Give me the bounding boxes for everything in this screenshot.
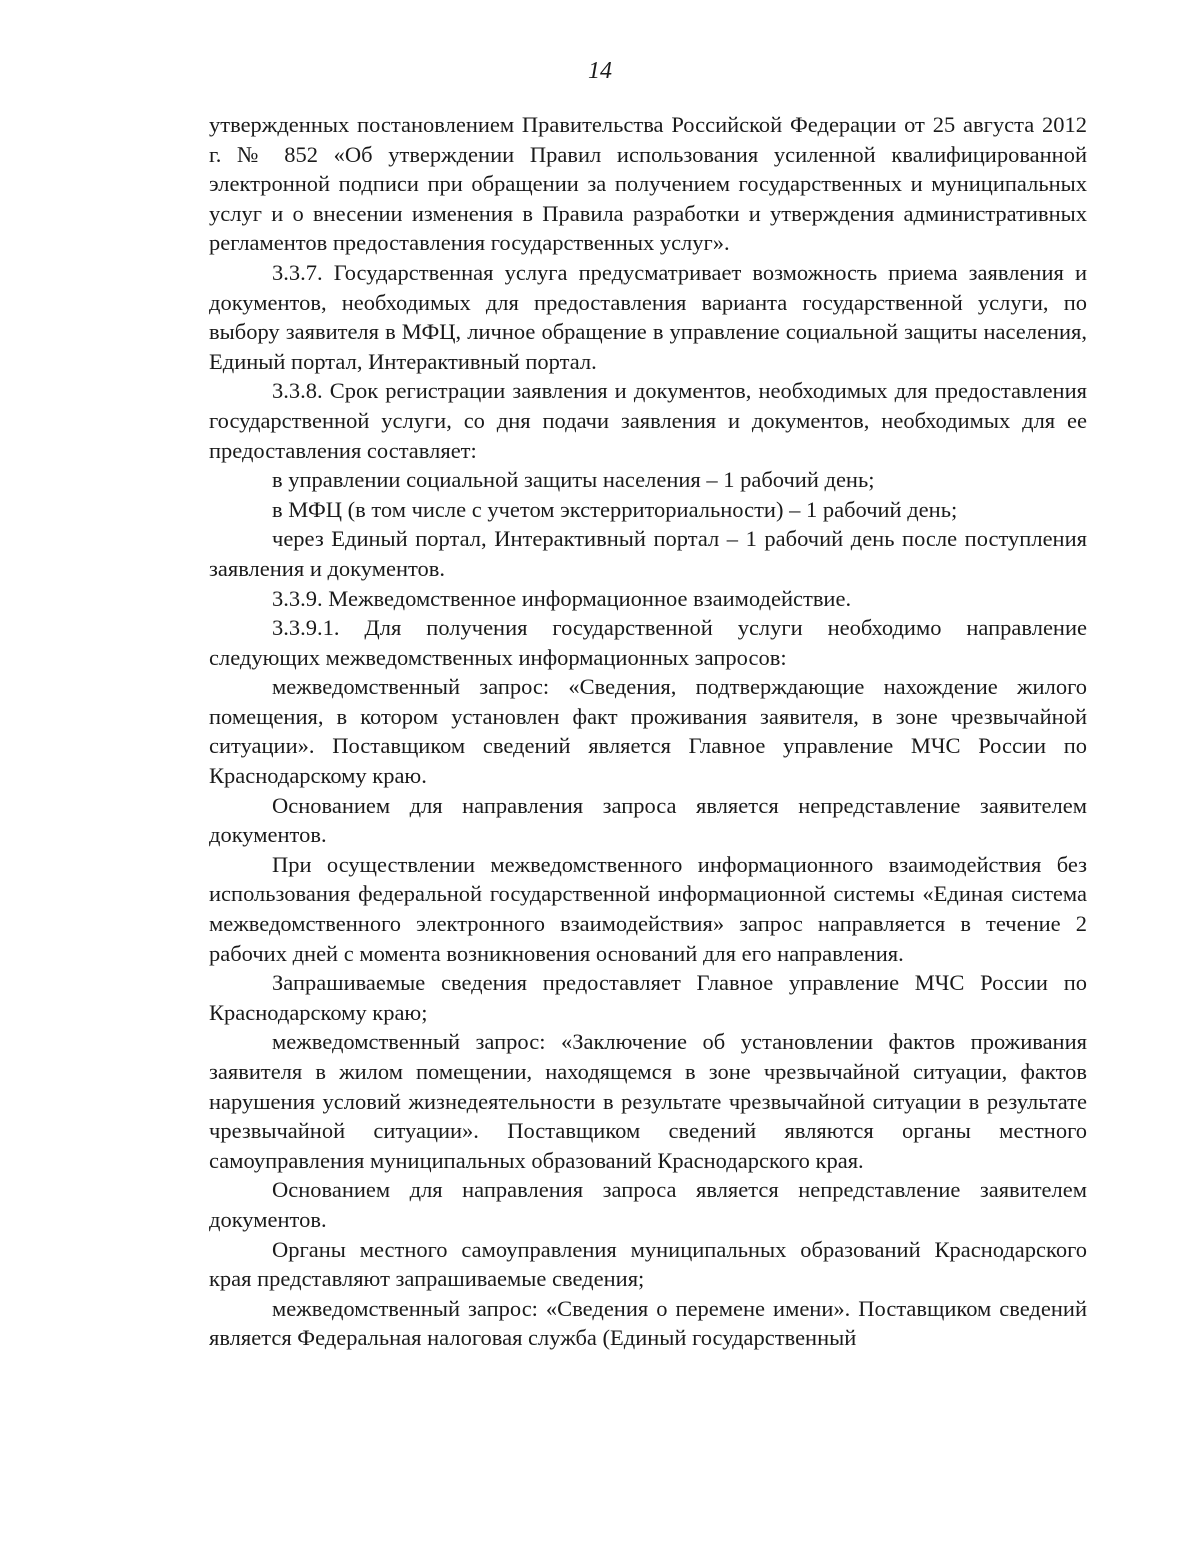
paragraph: утвержденных постановлением Правительства Российской Федерации от 25 августа 2012 г. № 852 «Об утверждении Правил использования усиленной квалифицированной электронной подписи при обращении за получением государственных и муниципальных услуг и о внесении изменения в Правила разработки и утверждения административных регламентов предоставления государственных услуг». <box>209 112 1087 256</box>
paragraph: При осуществлении межведомственного информационного взаимодействия без использования федеральной государственной информационной системы «Единая система межведомственного электронного взаимодействия» запрос направляется в течение 2 рабочих дней с момента возникновения оснований для его направления. <box>209 851 1087 966</box>
paragraph: Запрашиваемые сведения предоставляет Главное управление МЧС России по Краснодарскому краю; <box>209 970 1087 1025</box>
paragraph: межведомственный запрос: «Заключение об установлении фактов проживания заявителя в жилом помещении, находящемся в зоне чрезвычайной ситуации, фактов нарушения условий жизнедеятельности в результате чрезвычайной ситуации в результате чрезвычайной ситуации». Поставщиком сведений являются органы местного самоуправления муниципальных образований Краснодарского края. <box>209 1029 1087 1173</box>
paragraph: Основанием для направления запроса является непредставление заявителем документов. <box>209 792 1087 848</box>
page-number: 14 <box>588 58 612 84</box>
paragraph: через Единый портал, Интерактивный портал – 1 рабочий день после поступления заявления и документов. <box>209 526 1087 581</box>
paragraph: в МФЦ (в том числе с учетом экстерриториальности) – 1 рабочий день; <box>272 496 958 522</box>
paragraph: 3.3.7. Государственная услуга предусматривает возможность приема заявления и документов, необходимых для предоставления варианта государственной услуги, по выбору заявителя в МФЦ, личное обращение в управление социальной защиты населения, Единый портал, Интерактивный портал. <box>209 259 1087 374</box>
document-body <box>209 110 1087 1353</box>
paragraph: 3.3.9. Межведомственное информационное взаимодействие. <box>272 585 852 611</box>
paragraph: межведомственный запрос: «Сведения, подтверждающие нахождение жилого помещения, в котором установлен факт проживания заявителя, в зоне чрезвычайной ситуации». Поставщиком сведений является Главное управление МЧС России по Краснодарскому краю. <box>209 674 1087 789</box>
paragraph: Органы местного самоуправления муниципальных образований Краснодарского края представляют запрашиваемые сведения; <box>209 1236 1087 1292</box>
paragraph: 3.3.9.1. Для получения государственной услуги необходимо направление следующих межведомственных информационных запросов: <box>209 615 1087 670</box>
paragraph: в управлении социальной защиты населения – 1 рабочий день; <box>272 467 875 493</box>
paragraph: 3.3.8. Срок регистрации заявления и документов, необходимых для предоставления государственной услуги, со дня подачи заявления и документов, необходимых для ее предоставления составляет: <box>209 378 1087 463</box>
paragraph: межведомственный запрос: «Сведения о перемене имени». Поставщиком сведений является Федеральная налоговая служба (Единый государственный <box>209 1295 1087 1351</box>
paragraph: Основанием для направления запроса является непредставление заявителем документов. <box>209 1177 1087 1232</box>
